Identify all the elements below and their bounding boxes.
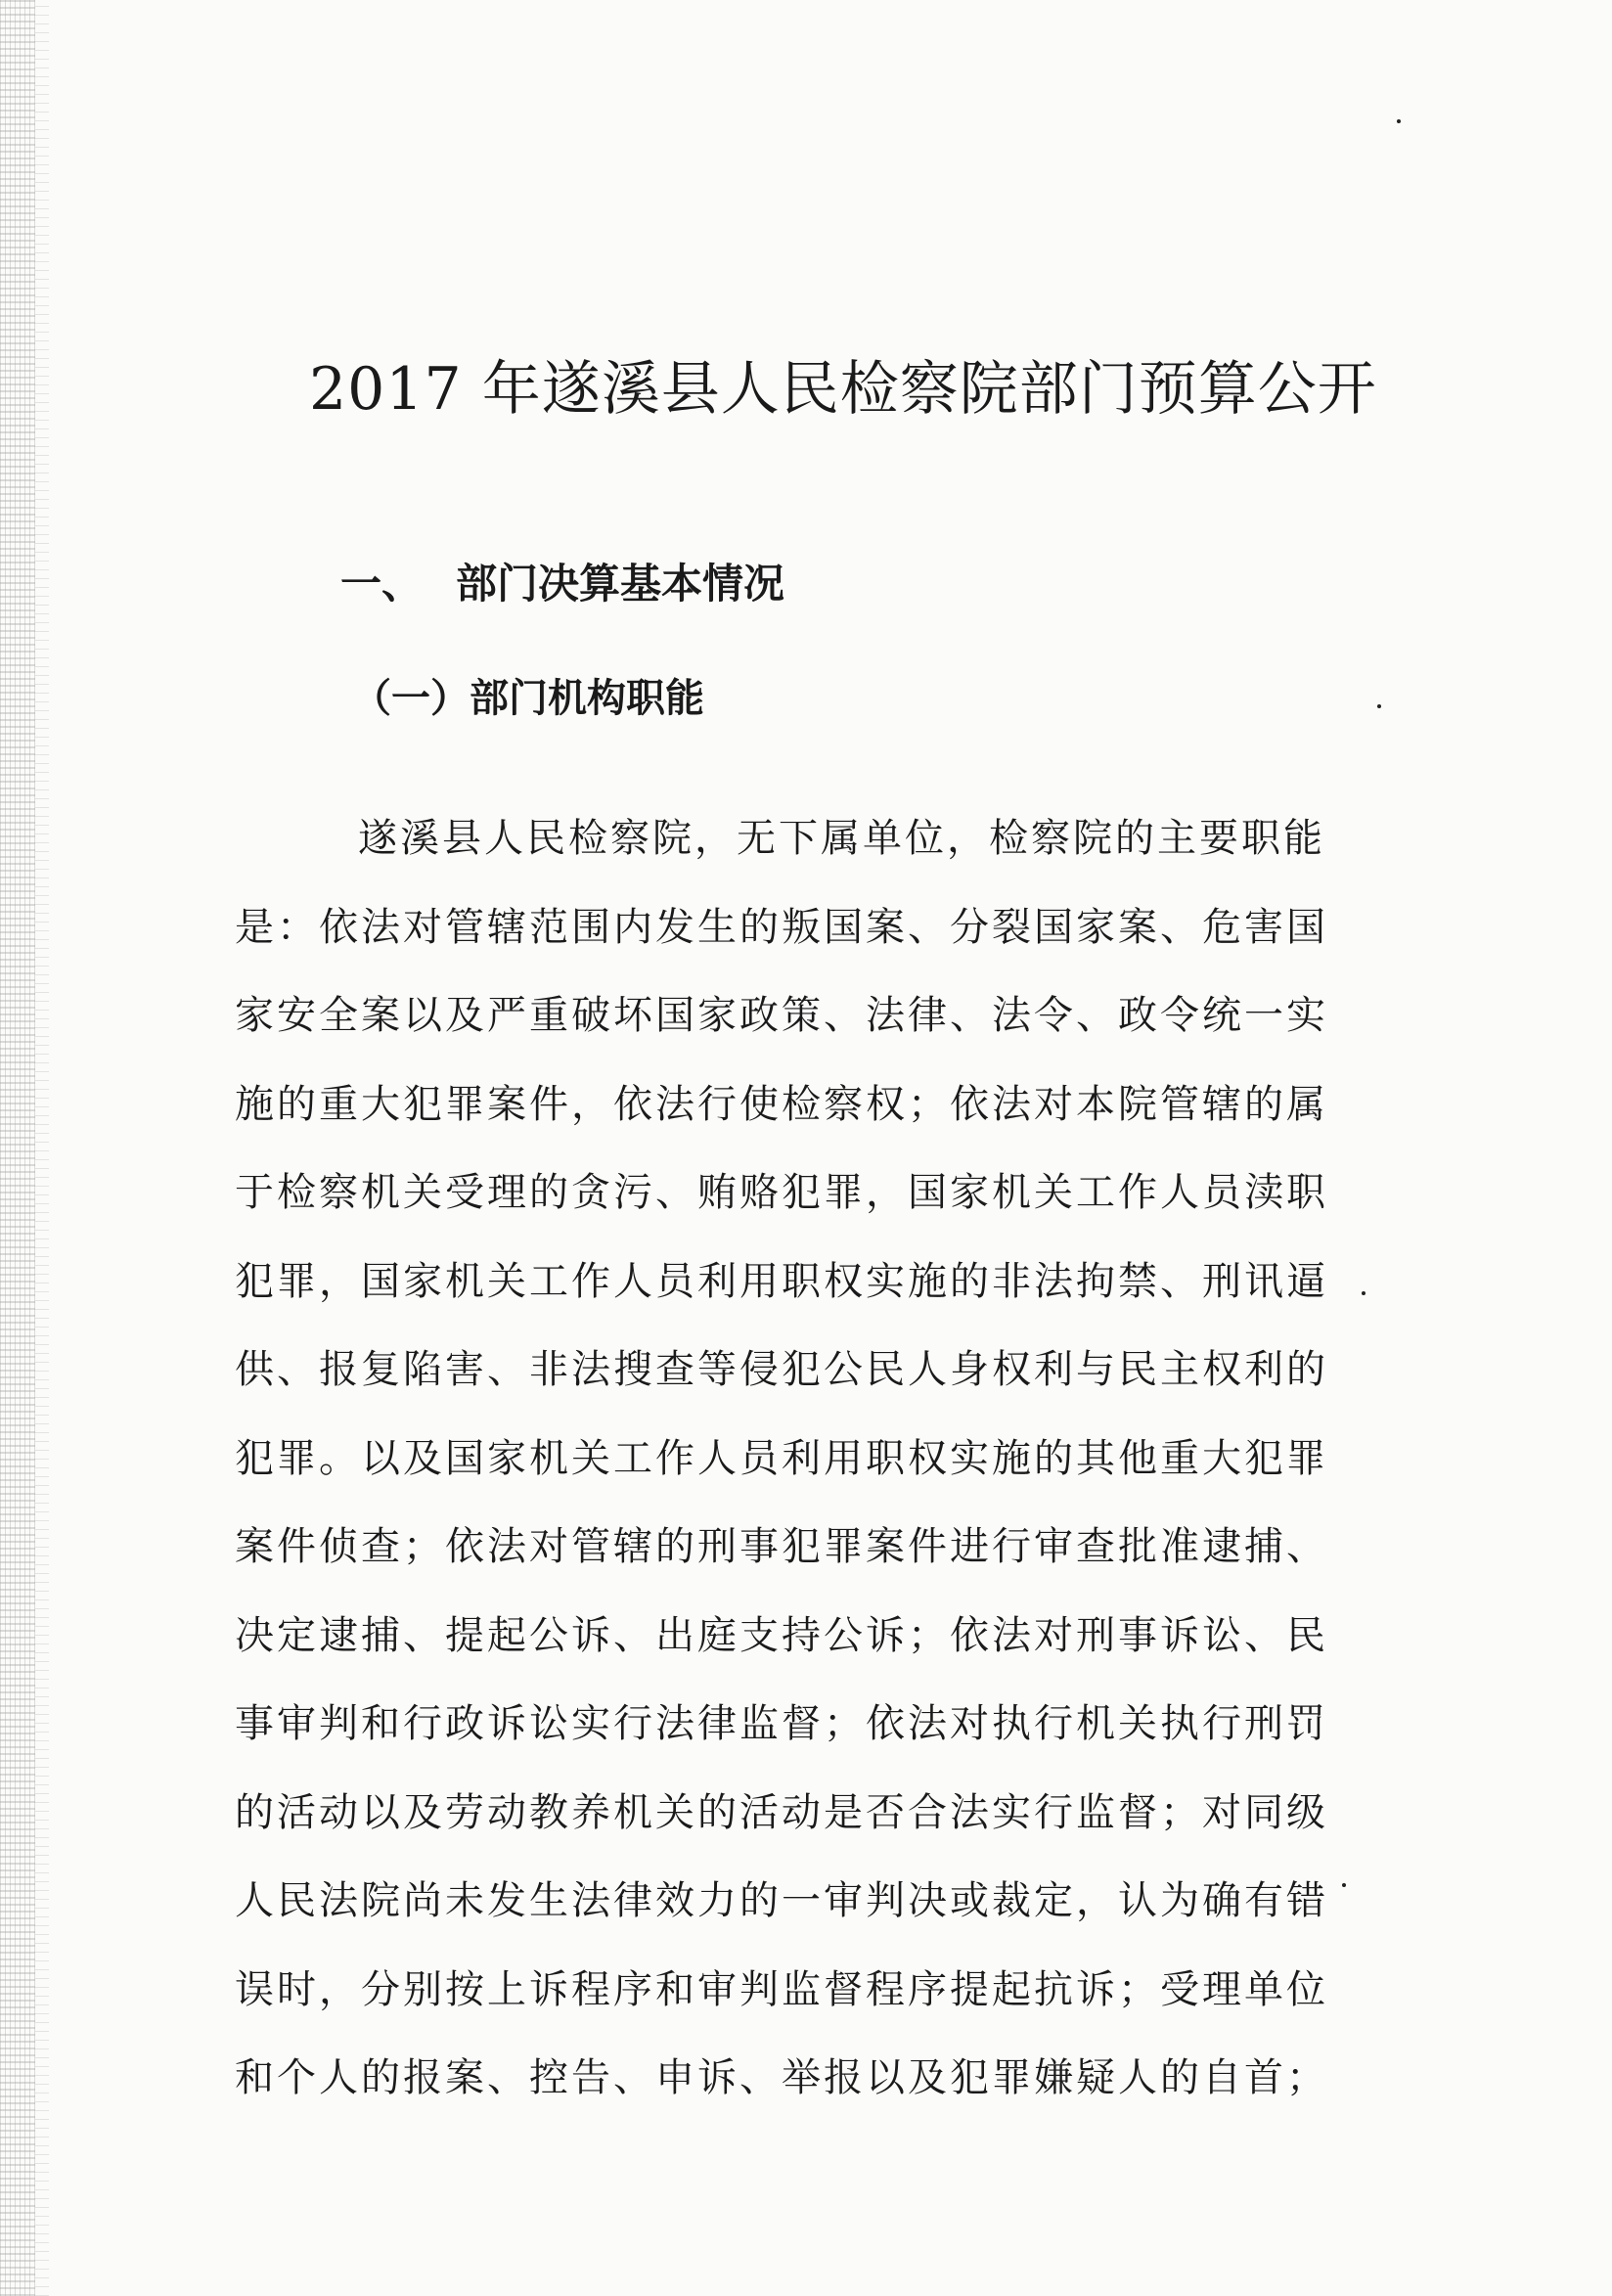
paragraph-line: 误时，分别按上诉程序和审判监督程序提起抗诉；受理单位	[235, 1966, 1328, 2012]
section-number: 一、	[340, 560, 424, 608]
section-label: 部门决算基本情况	[456, 560, 785, 608]
paragraph-line: 犯罪。以及国家机关工作人员利用职权实施的其他重大犯罪	[235, 1435, 1328, 1481]
subsection-heading: （一）部门机构职能	[352, 676, 704, 721]
paragraph-line: 供、报复陷害、非法搜查等侵犯公民人身权利与民主权利的	[235, 1347, 1328, 1392]
paragraph-line: 施的重大犯罪案件，依法行使检察权；依法对本院管辖的属	[235, 1081, 1328, 1127]
paragraph-line: 的活动以及劳动教养机关的活动是否合法实行监督；对同级	[235, 1789, 1328, 1835]
document-title: 2017 年遂溪县人民检察院部门预算公开	[309, 355, 1377, 424]
paragraph-line: 是：依法对管辖范围内发生的叛国案、分裂国家案、危害国	[235, 904, 1328, 950]
paragraph-line: 决定逮捕、提起公诉、出庭支持公诉；依法对刑事诉讼、民	[235, 1612, 1328, 1658]
scan-speck	[1397, 119, 1401, 123]
paragraph-line: 遂溪县人民检察院，无下属单位，检察院的主要职能	[358, 816, 1325, 861]
body-paragraph	[235, 794, 1369, 2123]
paragraph-line: 案件侦查；依法对管辖的刑事犯罪案件进行审查批准逮捕、	[235, 1524, 1328, 1569]
section-heading	[340, 552, 784, 610]
paragraph-line: 犯罪，国家机关工作人员利用职权实施的非法拘禁、刑讯逼	[235, 1258, 1328, 1304]
paragraph-line: 于检察机关受理的贪污、贿赂犯罪，国家机关工作人员渎职	[235, 1170, 1328, 1215]
scan-speck	[1377, 704, 1381, 708]
paragraph-line: 事审判和行政诉讼实行法律监督；依法对执行机关执行刑罚	[235, 1701, 1328, 1746]
paragraph-line: 家安全案以及严重破坏国家政策、法律、法令、政令统一实	[235, 993, 1328, 1038]
scan-edge-noise-inner	[35, 0, 49, 2296]
paragraph-line: 和个人的报案、控告、申诉、举报以及犯罪嫌疑人的自首；	[235, 2055, 1328, 2100]
scan-edge-noise	[0, 0, 35, 2296]
paragraph-line: 人民法院尚未发生法律效力的一审判决或裁定，认为确有错	[235, 1878, 1328, 1923]
